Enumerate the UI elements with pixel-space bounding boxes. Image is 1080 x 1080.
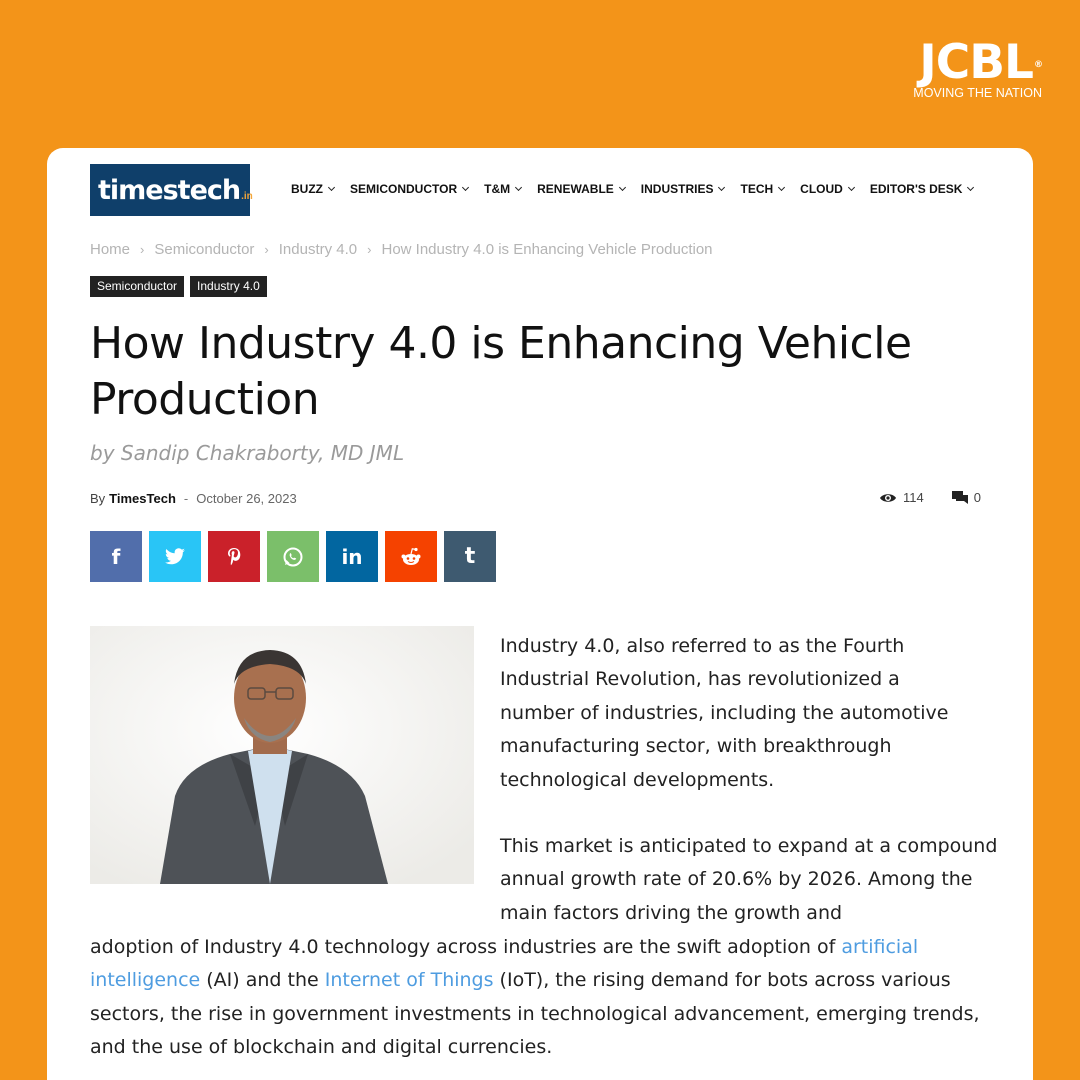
article-stats: [851, 490, 981, 505]
comments-count[interactable]: [952, 490, 981, 505]
author-link[interactable]: TimesTech: [109, 491, 176, 506]
brand-tagline: MOVING THE NATION: [913, 86, 1042, 100]
eye-icon: [879, 492, 897, 504]
chevron-down-icon: [848, 183, 855, 190]
comment-icon: [952, 491, 968, 504]
twitter-icon: [164, 548, 186, 566]
main-nav: [291, 182, 989, 196]
tumblr-icon: t: [464, 544, 476, 569]
nav-item-tech[interactable]: TECH: [740, 182, 784, 196]
chevron-down-icon: [619, 183, 626, 190]
link-artificial-intelligence[interactable]: artificial intelligence: [90, 936, 919, 992]
chevron-down-icon: [718, 183, 725, 190]
whatsapp-icon: [282, 546, 304, 568]
registered-mark: ®: [1034, 60, 1042, 70]
pinterest-icon: [226, 547, 242, 567]
comments-value: 0: [973, 490, 981, 505]
author-portrait-image: [90, 626, 474, 884]
article-title: How Industry 4.0 is Enhancing Vehicle Production: [90, 318, 912, 425]
category-tags: [90, 276, 267, 297]
breadcrumb-semiconductor[interactable]: Semiconductor: [154, 241, 255, 258]
nav-item-semiconductor[interactable]: SEMICONDUCTOR: [350, 182, 468, 196]
share-twitter-button[interactable]: [149, 531, 201, 582]
site-logo[interactable]: [90, 164, 253, 216]
facebook-icon: f: [111, 544, 121, 569]
tag-industry[interactable]: Industry 4.0: [190, 276, 267, 297]
breadcrumb-separator: ›: [140, 242, 145, 257]
site-logo-suffix: .in: [241, 190, 253, 202]
chevron-down-icon: [778, 183, 785, 190]
reddit-icon: [399, 547, 423, 567]
by-label: By: [90, 491, 106, 506]
views-count: [879, 490, 924, 505]
chevron-down-icon: [328, 183, 335, 190]
brand-logo: [913, 35, 1042, 100]
nav-item-tm[interactable]: T&M: [484, 182, 521, 196]
nav-item-industries[interactable]: INDUSTRIES: [641, 182, 725, 196]
share-facebook-button[interactable]: [90, 531, 142, 582]
nav-item-buzz[interactable]: BUZZ: [291, 182, 334, 196]
meta-separator: -: [183, 491, 189, 506]
chevron-down-icon: [515, 183, 522, 190]
breadcrumb-current: How Industry 4.0 is Enhancing Vehicle Production: [381, 241, 713, 258]
breadcrumb-industry[interactable]: Industry 4.0: [278, 241, 358, 258]
article-byline: by Sandip Chakraborty, MD JML: [90, 441, 405, 465]
breadcrumb-home[interactable]: Home: [90, 241, 131, 258]
chevron-down-icon: [967, 183, 974, 190]
share-whatsapp-button[interactable]: [267, 531, 319, 582]
article-paragraph-2-continued: adoption of Industry 4.0 technology across industries are the swift adoption of artificial intelligence (AI) and the Internet of Things (IoT), the rising demand for bots across various sectors, the rise in government investments in technological advancement, emerging trends, and the use of blockchain and digital currencies.: [90, 936, 980, 1059]
nav-item-cloud[interactable]: CLOUD: [800, 182, 854, 196]
article-meta: [90, 491, 297, 506]
share-reddit-button[interactable]: [385, 531, 437, 582]
linkedin-icon: in: [341, 544, 363, 569]
nav-item-renewable[interactable]: RENEWABLE: [537, 182, 625, 196]
link-internet-of-things[interactable]: Internet of Things: [324, 969, 494, 992]
article-card: [47, 148, 1033, 1080]
chevron-down-icon: [462, 183, 469, 190]
share-pinterest-button[interactable]: [208, 531, 260, 582]
views-value: 114: [903, 490, 924, 505]
nav-item-editors-desk[interactable]: EDITOR'S DESK: [870, 182, 974, 196]
author-photo: [90, 626, 474, 884]
site-logo-text: timestech: [98, 174, 241, 206]
article-paragraph-1: Industry 4.0, also referred to as the Fourth Industrial Revolution, has revolutionized a number of industries, including the automotive manufacturing sector, with breakthrough technological developments.: [500, 635, 949, 791]
article-paragraph-2-start: This market is anticipated to expand at a compound annual growth rate of 20.6% by 2026. Among the main factors driving the growth and: [500, 835, 998, 924]
brand-name: JCBL: [919, 35, 1033, 90]
breadcrumb-separator: ›: [367, 242, 372, 257]
publish-date: October 26, 2023: [196, 491, 297, 506]
share-tumblr-button[interactable]: [444, 531, 496, 582]
breadcrumb-separator: ›: [264, 242, 269, 257]
tag-semiconductor[interactable]: Semiconductor: [90, 276, 184, 297]
breadcrumb: [90, 241, 713, 258]
share-linkedin-button[interactable]: [326, 531, 378, 582]
share-buttons: [90, 531, 496, 582]
